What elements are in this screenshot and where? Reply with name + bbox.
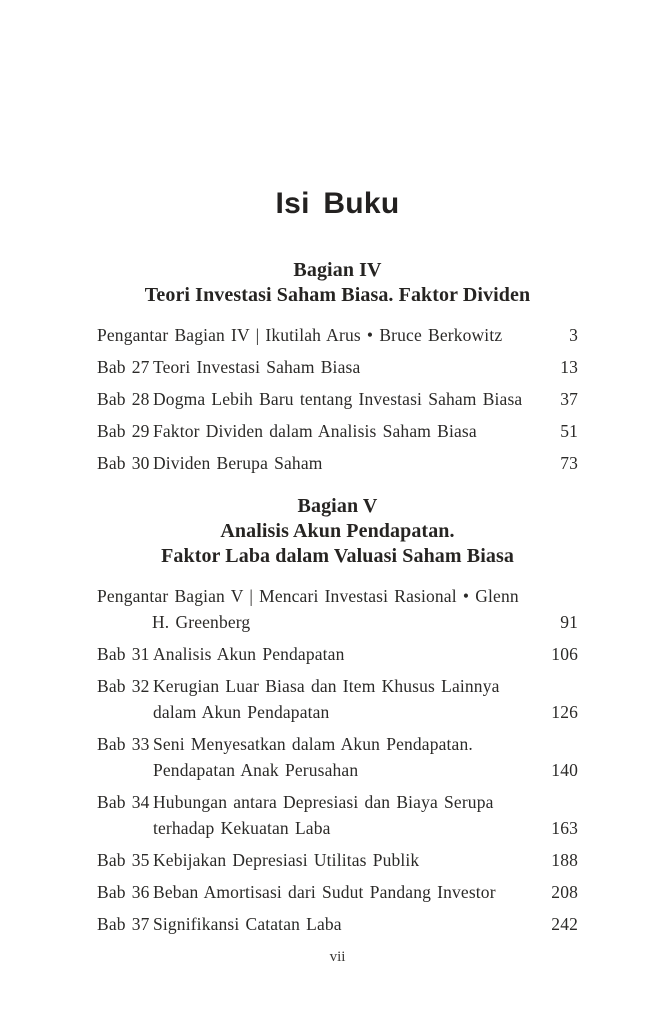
chapter-label: Bab 27: [97, 357, 150, 377]
section-heading-line: Faktor Laba dalam Valuasi Saham Biasa: [161, 545, 514, 567]
chapter-title-line: Faktor Dividen dalam Analisis Saham Biasa: [153, 421, 477, 441]
toc-entry: [97, 354, 578, 380]
toc-entry: [97, 418, 578, 444]
section-heading: [97, 494, 578, 569]
toc-entry: [97, 847, 578, 873]
toc-entry: [97, 911, 578, 937]
chapter-label: Bab 30: [97, 453, 150, 473]
chapter-title-line: Pengantar Bagian IV | Ikutilah Arus • Bruce Berkowitz: [97, 325, 503, 345]
chapter-page-number: 208: [551, 882, 578, 902]
table-of-contents: [97, 258, 578, 937]
chapter-title: [153, 641, 546, 667]
chapter-title-line: Analisis Akun Pendapatan: [153, 644, 345, 664]
chapter-label: Bab 37: [97, 914, 150, 934]
toc-entry: [97, 731, 578, 783]
chapter-title: [153, 673, 546, 725]
toc-entry: [97, 386, 578, 412]
chapter-page-number: 91: [560, 612, 578, 632]
toc-entries: [97, 322, 578, 476]
toc-entry: [97, 879, 578, 905]
chapter-page-number: 126: [551, 702, 578, 722]
toc-section: [97, 258, 578, 476]
chapter-title-line: terhadap Kekuatan Laba: [153, 818, 331, 838]
chapter-page-number: 51: [560, 421, 578, 441]
chapter-title-line: Dogma Lebih Baru tentang Investasi Saham Biasa: [153, 389, 523, 409]
toc-entry: [97, 641, 578, 667]
chapter-label: Bab 33: [97, 734, 150, 754]
chapter-title-line: Beban Amortisasi dari Sudut Pandang Investor: [153, 882, 496, 902]
section-heading-line: Bagian IV: [293, 259, 382, 281]
chapter-title-line: H. Greenberg: [152, 612, 251, 632]
chapter-page-number: 13: [560, 357, 578, 377]
chapter-title-line: Seni Menyesatkan dalam Akun Pendapatan.: [153, 734, 473, 754]
toc-entry: [97, 322, 578, 348]
chapter-page-number: 3: [569, 325, 578, 345]
toc-entries: [97, 583, 578, 937]
chapter-title: [153, 418, 546, 444]
chapter-title: [153, 354, 546, 380]
section-heading: [97, 258, 578, 308]
chapter-title: [153, 911, 546, 937]
chapter-title-line: dalam Akun Pendapatan: [153, 702, 330, 722]
chapter-title-line: Kebijakan Depresiasi Utilitas Publik: [153, 850, 420, 870]
chapter-label: Bab 29: [97, 421, 150, 441]
page-title: Isi Buku: [275, 187, 400, 220]
chapter-title-line: Pendapatan Anak Perusahan: [153, 760, 359, 780]
chapter-page-number: 242: [551, 914, 578, 934]
page-number-footer: vii: [329, 949, 346, 965]
section-heading-line: Analisis Akun Pendapatan.: [220, 520, 455, 542]
chapter-title: [153, 450, 546, 476]
chapter-title-line: Dividen Berupa Saham: [153, 453, 323, 473]
chapter-label: Bab 32: [97, 676, 150, 696]
chapter-title: [153, 386, 546, 412]
toc-entry: [97, 673, 578, 725]
chapter-title-line: Signifikansi Catatan Laba: [153, 914, 342, 934]
chapter-title: [153, 789, 546, 841]
chapter-page-number: 37: [560, 389, 578, 409]
chapter-page-number: 188: [551, 850, 578, 870]
chapter-title-line: Pengantar Bagian V | Mencari Investasi Rasional • Glenn: [97, 586, 519, 606]
toc-entry: [97, 450, 578, 476]
chapter-page-number: 73: [560, 453, 578, 473]
chapter-label: Bab 31: [97, 644, 150, 664]
chapter-title: [153, 879, 546, 905]
section-heading-line: Bagian V: [297, 495, 378, 517]
section-heading-line: Teori Investasi Saham Biasa. Faktor Dividen: [144, 284, 531, 306]
chapter-title: [97, 322, 546, 348]
chapter-page-number: 106: [551, 644, 578, 664]
toc-section: [97, 494, 578, 937]
toc-entry: [97, 583, 578, 635]
chapter-page-number: 140: [551, 760, 578, 780]
chapter-label: Bab 34: [97, 792, 150, 812]
chapter-title-line: Hubungan antara Depresiasi dan Biaya Serupa: [153, 792, 494, 812]
chapter-title: [153, 731, 546, 783]
chapter-title-line: Kerugian Luar Biasa dan Item Khusus Lainnya: [153, 676, 500, 696]
chapter-title: [97, 583, 546, 635]
chapter-label: Bab 36: [97, 882, 150, 902]
chapter-page-number: 163: [551, 818, 578, 838]
toc-entry: [97, 789, 578, 841]
chapter-title: [153, 847, 546, 873]
chapter-label: Bab 35: [97, 850, 150, 870]
chapter-label: Bab 28: [97, 389, 150, 409]
chapter-title-line: Teori Investasi Saham Biasa: [153, 357, 361, 377]
